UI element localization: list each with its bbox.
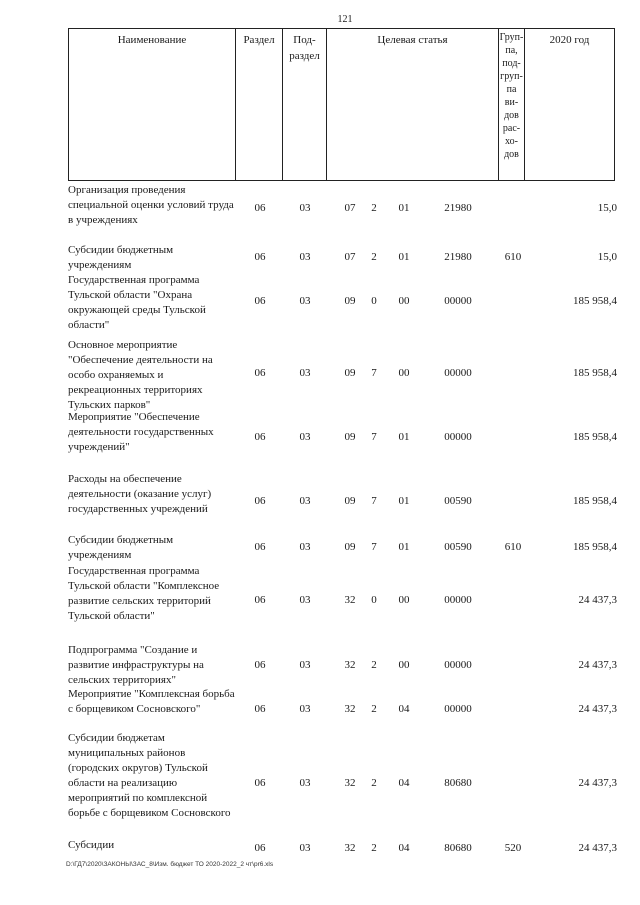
header-group-line: груп-: [500, 71, 523, 82]
page-number: 121: [337, 14, 353, 25]
row-target-direction: 00000: [444, 367, 472, 379]
table-row: [68, 838, 628, 858]
row-razdel: 06: [254, 777, 266, 789]
row-razdel: 06: [254, 842, 266, 854]
row-target-event: 01: [398, 251, 410, 263]
header-group: [499, 29, 525, 180]
row-target-direction: 80680: [444, 777, 472, 789]
header-group-line: рас-: [502, 123, 521, 134]
header-podrazdel-line: Под-: [293, 34, 316, 46]
table-header: [68, 28, 615, 181]
row-razdel: 06: [254, 251, 266, 263]
row-target-subprogram: 2: [371, 703, 377, 715]
row-name: Расходы на обеспечение деятельности (оказание услуг) государственных учреждений: [68, 473, 212, 515]
row-podrazdel: 03: [299, 659, 311, 671]
row-target-subprogram: 0: [371, 594, 377, 606]
row-amount: 24 437,3: [578, 659, 617, 671]
row-amount: 15,0: [597, 202, 617, 214]
row-target-event: 04: [398, 703, 410, 715]
row-name: Субсидии бюджетным учреждениям: [68, 534, 174, 561]
row-amount: 185 958,4: [573, 367, 617, 379]
row-target-subprogram: 7: [371, 541, 377, 553]
row-target-event: 01: [398, 431, 410, 443]
row-name: Основное мероприятие "Обеспечение деятельности на особо охраняемых и рекреационных территориях Тульских парков": [68, 339, 213, 411]
header-group-line: па,: [505, 45, 518, 56]
row-target-event: 04: [398, 842, 410, 854]
row-razdel: 06: [254, 541, 266, 553]
row-target-program: 32: [344, 777, 356, 789]
table-row: [68, 731, 628, 836]
row-name: Государственная программа Тульской области "Охрана окружающей среды Тульской области": [68, 274, 206, 331]
row-podrazdel: 03: [299, 251, 311, 263]
row-amount: 24 437,3: [578, 594, 617, 606]
row-target-direction: 00000: [444, 703, 472, 715]
row-razdel: 06: [254, 295, 266, 307]
row-podrazdel: 03: [299, 703, 311, 715]
file-path-footer: D:\ГД7\2020\ЗАКОНЫ\ЗАС_8\Изм. бюджет ТО 2020-2022_2 чт\pr6.xls: [66, 861, 274, 868]
row-name: Организация проведения специальной оценки условий труда в учреждениях: [68, 184, 234, 226]
row-target-event: 01: [398, 541, 410, 553]
row-target-direction: 21980: [444, 202, 472, 214]
row-target-subprogram: 7: [371, 431, 377, 443]
row-amount: 185 958,4: [573, 541, 617, 553]
header-group-line: дов: [504, 110, 519, 121]
row-target-direction: 00000: [444, 431, 472, 443]
header-group-line: дов: [504, 149, 519, 160]
row-razdel: 06: [254, 594, 266, 606]
header-name: Наименование: [69, 29, 236, 180]
header-podrazdel-line: раздел: [289, 50, 320, 62]
row-podrazdel: 03: [299, 431, 311, 443]
table-row: [68, 643, 628, 687]
row-target-program: 09: [344, 431, 356, 443]
header-group-line: па ви-: [504, 84, 519, 108]
row-razdel: 06: [254, 495, 266, 507]
row-target-event: 00: [398, 594, 410, 606]
row-podrazdel: 03: [299, 777, 311, 789]
row-razdel: 06: [254, 367, 266, 379]
row-amount: 24 437,3: [578, 842, 617, 854]
row-target-direction: 00000: [444, 295, 472, 307]
row-podrazdel: 03: [299, 295, 311, 307]
row-target-program: 07: [344, 202, 356, 214]
row-amount: 24 437,3: [578, 777, 617, 789]
row-name: Подпрограмма "Создание и развитие инфраструктуры на сельских территориях": [68, 644, 204, 686]
header-group-line: хо-: [505, 136, 518, 147]
row-razdel: 06: [254, 202, 266, 214]
table-row: [68, 564, 628, 642]
row-target-subprogram: 7: [371, 367, 377, 379]
header-podrazdel: [283, 29, 327, 180]
row-target-program: 32: [344, 659, 356, 671]
row-razdel: 06: [254, 431, 266, 443]
table-row: [68, 243, 628, 273]
row-target-subprogram: 2: [371, 251, 377, 263]
row-target-program: 07: [344, 251, 356, 263]
row-podrazdel: 03: [299, 594, 311, 606]
table-row: [68, 183, 628, 228]
row-podrazdel: 03: [299, 842, 311, 854]
row-target-program: 09: [344, 495, 356, 507]
header-razdel: Раздел: [236, 29, 283, 180]
row-name: Мероприятие "Обеспечение деятельности государственных учреждений": [68, 411, 214, 453]
row-amount: 185 958,4: [573, 495, 617, 507]
table-row: [68, 410, 628, 462]
row-podrazdel: 03: [299, 367, 311, 379]
row-target-program: 09: [344, 367, 356, 379]
row-target-program: 09: [344, 541, 356, 553]
row-amount: 185 958,4: [573, 295, 617, 307]
row-target-event: 01: [398, 495, 410, 507]
header-target: Целевая статья: [327, 29, 499, 180]
header-year: 2020 год: [549, 34, 590, 46]
row-target-subprogram: 2: [371, 659, 377, 671]
row-podrazdel: 03: [299, 202, 311, 214]
row-name: Мероприятие "Комплексная борьба с борщевиком Сосновского": [68, 688, 235, 715]
row-podrazdel: 03: [299, 541, 311, 553]
row-name: Субсидии: [68, 839, 115, 851]
row-name: Субсидии бюджетам муниципальных районов (городских округов) Тульской области на реализацию мероприятий по комплексной борьбе с борщевиком Сосновского: [68, 732, 231, 819]
row-target-direction: 00590: [444, 495, 472, 507]
row-target-event: 00: [398, 659, 410, 671]
row-target-direction: 80680: [444, 842, 472, 854]
table-row: [68, 533, 628, 563]
header-group-line: под-: [502, 58, 521, 69]
header-year-cell: [592, 28, 615, 181]
row-podrazdel: 03: [299, 495, 311, 507]
row-expense-type: 610: [504, 251, 522, 263]
row-target-program: 32: [344, 594, 356, 606]
row-target-subprogram: 2: [371, 777, 377, 789]
row-razdel: 06: [254, 659, 266, 671]
row-target-subprogram: 0: [371, 295, 377, 307]
row-name: Государственная программа Тульской области "Комплексное развитие сельских территорий Тульской области": [68, 565, 220, 622]
row-target-subprogram: 7: [371, 495, 377, 507]
row-target-direction: 00000: [444, 659, 472, 671]
row-target-program: 09: [344, 295, 356, 307]
row-amount: 15,0: [597, 251, 617, 263]
row-expense-type: 610: [504, 541, 522, 553]
row-amount: 185 958,4: [573, 431, 617, 443]
row-target-event: 01: [398, 202, 410, 214]
header-group-line: Груп-: [499, 32, 524, 43]
row-expense-type: 520: [504, 842, 522, 854]
table-row: [68, 472, 628, 532]
row-target-event: 00: [398, 295, 410, 307]
table-row: [68, 687, 628, 731]
row-target-event: 00: [398, 367, 410, 379]
row-target-direction: 00590: [444, 541, 472, 553]
row-target-subprogram: 2: [371, 202, 377, 214]
row-target-program: 32: [344, 703, 356, 715]
row-name: Субсидии бюджетным учреждениям: [68, 244, 174, 271]
table-row: [68, 338, 628, 410]
row-target-program: 32: [344, 842, 356, 854]
row-target-subprogram: 2: [371, 842, 377, 854]
table-row: [68, 273, 628, 333]
row-target-event: 04: [398, 777, 410, 789]
row-amount: 24 437,3: [578, 703, 617, 715]
row-razdel: 06: [254, 703, 266, 715]
row-target-direction: 00000: [444, 594, 472, 606]
row-target-direction: 21980: [444, 251, 472, 263]
